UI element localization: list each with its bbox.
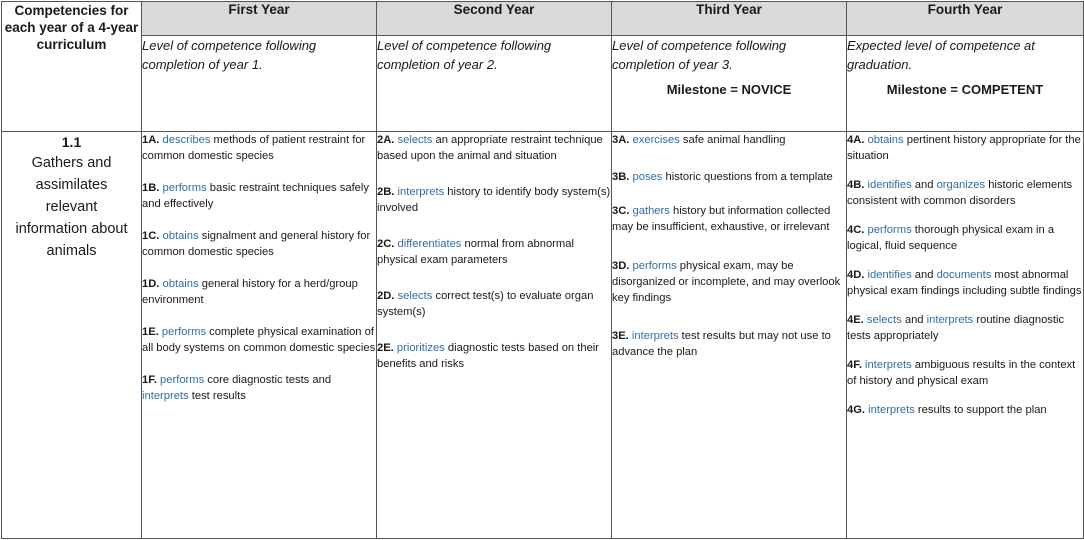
- item-verb: gathers: [632, 205, 670, 217]
- item-code: 2A.: [377, 134, 395, 146]
- item-text: normal from abnormal physical exam parameters: [377, 238, 574, 266]
- item-text: basic restraint techniques safely and effectively: [142, 182, 369, 210]
- item-verb: documents: [936, 269, 992, 281]
- item-text: and: [914, 179, 934, 191]
- item-text: methods of patient restraint for common domestic species: [142, 134, 366, 162]
- level-text: Level of competence following completion of year 1.: [142, 38, 317, 72]
- items-year-3: [612, 132, 847, 539]
- item-verb: performs: [162, 182, 207, 194]
- item-code: 1F.: [142, 374, 157, 386]
- item-verb: poses: [632, 171, 663, 183]
- item-verb: performs: [160, 374, 205, 386]
- item-text: historic questions from a template: [665, 171, 833, 183]
- item-verb: identifies: [867, 269, 912, 281]
- item-text: core diagnostic tests and: [207, 374, 332, 386]
- competency-item: [612, 132, 846, 148]
- level-row: [2, 36, 1084, 132]
- item-code: 3A.: [612, 134, 630, 146]
- item-code: 1C.: [142, 230, 160, 242]
- item-verb: obtains: [162, 278, 199, 290]
- competency-item: [142, 324, 376, 356]
- item-verb: describes: [162, 134, 211, 146]
- item-verb: interprets: [142, 390, 189, 402]
- year-title-4: Fourth Year: [847, 2, 1084, 36]
- competency-item: [612, 169, 846, 185]
- item-code: 4F.: [847, 359, 862, 371]
- item-code: 2E.: [377, 342, 394, 354]
- item-code: 4D.: [847, 269, 865, 281]
- item-text: thorough physical exam in a logical, fluid sequence: [847, 224, 1055, 252]
- item-verb: exercises: [632, 134, 680, 146]
- competency-item: [142, 180, 376, 212]
- item-verb: interprets: [631, 330, 679, 342]
- year-title-2: Second Year: [377, 2, 612, 36]
- item-text: physical exam, may be disorganized or incomplete, and may overlook key findings: [612, 260, 841, 304]
- item-text: history to identify body system(s) involved: [377, 186, 611, 214]
- item-verb: selects: [397, 134, 433, 146]
- competency-cell: [2, 132, 142, 539]
- item-code: 2B.: [377, 186, 395, 198]
- item-code: 3C.: [612, 205, 630, 217]
- year-title-3: Third Year: [612, 2, 847, 36]
- competency-item: [142, 132, 376, 164]
- level-year-2: [377, 36, 612, 132]
- items-year-2: [377, 132, 612, 539]
- competency-item: [142, 372, 376, 404]
- item-verb: interprets: [397, 186, 445, 198]
- item-text: correct test(s) to evaluate organ system(s): [377, 290, 594, 318]
- competency-item: [847, 312, 1083, 344]
- competency-item: [847, 267, 1083, 299]
- item-text: routine diagnostic tests appropriately: [847, 314, 1065, 342]
- competency-item: [377, 340, 611, 372]
- competency-name: Gathers and assimilates relevant information about animals: [15, 155, 128, 259]
- competency-item: [612, 203, 846, 235]
- competency-item: [377, 132, 611, 164]
- item-text: ambiguous results in the context of history and physical exam: [847, 359, 1076, 387]
- year-title-1: First Year: [142, 2, 377, 36]
- item-text: an appropriate restraint technique based upon the animal and situation: [377, 134, 603, 162]
- item-verb: organizes: [936, 179, 986, 191]
- item-text: and: [914, 269, 934, 281]
- level-year-1: [142, 36, 377, 132]
- item-code: 3E.: [612, 330, 629, 342]
- item-verb: selects: [397, 290, 433, 302]
- item-code: 4E.: [847, 314, 864, 326]
- item-text: historic elements consistent with common disorders: [847, 179, 1073, 207]
- item-text: most abnormal physical exam findings including subtle findings: [847, 269, 1082, 297]
- competency-item: [142, 228, 376, 260]
- item-text: general history for a herd/group environment: [142, 278, 358, 306]
- item-verb: prioritizes: [396, 342, 445, 354]
- level-year-3: [612, 36, 847, 132]
- level-text: Level of competence following completion of year 3.: [612, 38, 787, 72]
- item-text: signalment and general history for common domestic species: [142, 230, 371, 258]
- item-code: 4B.: [847, 179, 865, 191]
- competency-item: [612, 328, 846, 360]
- milestone-novice: Milestone = NOVICE: [666, 82, 792, 97]
- item-code: 3B.: [612, 171, 630, 183]
- item-verb: selects: [866, 314, 902, 326]
- item-code: 2D.: [377, 290, 395, 302]
- competency-item: [612, 258, 846, 306]
- item-text: and: [904, 314, 924, 326]
- item-text: results to support the plan: [917, 404, 1047, 416]
- item-code: 4G.: [847, 404, 866, 416]
- item-text: pertinent history appropriate for the situation: [847, 134, 1081, 162]
- competency-item: [847, 222, 1083, 254]
- level-year-4: [847, 36, 1084, 132]
- item-text: test results: [191, 390, 246, 402]
- competencies-header: Competencies for each year of a 4-year curriculum: [2, 2, 142, 132]
- competency-item: [847, 402, 1083, 418]
- item-code: 3D.: [612, 260, 630, 272]
- level-text: Level of competence following completion of year 2.: [377, 38, 552, 72]
- item-code: 1D.: [142, 278, 160, 290]
- competency-item: [377, 288, 611, 320]
- item-code: 2C.: [377, 238, 395, 250]
- item-verb: performs: [161, 326, 207, 338]
- competency-item: [847, 132, 1083, 164]
- competency-item: [377, 184, 611, 216]
- item-verb: performs: [632, 260, 677, 272]
- item-verb: obtains: [867, 134, 904, 146]
- item-text: complete physical examination of all body systems on common domestic species: [142, 326, 376, 354]
- item-verb: differentiates: [397, 238, 462, 250]
- item-text: safe animal handling: [682, 134, 786, 146]
- item-verb: obtains: [162, 230, 199, 242]
- item-verb: identifies: [867, 179, 912, 191]
- competency-row: [2, 132, 1084, 539]
- competency-number: 1.1: [61, 134, 82, 150]
- items-year-1: [142, 132, 377, 539]
- competency-item: [847, 357, 1083, 389]
- item-text: history but information collected may be insufficient, exhaustive, or irrelevant: [612, 205, 831, 233]
- competency-item: [142, 276, 376, 308]
- item-code: 4A.: [847, 134, 865, 146]
- item-text: test results but may not use to advance the plan: [612, 330, 831, 358]
- curriculum-table: [1, 1, 1084, 539]
- year-header-row: [2, 2, 1084, 36]
- competency-item: [377, 236, 611, 268]
- items-year-4: [847, 132, 1084, 539]
- item-verb: interprets: [865, 359, 912, 371]
- item-code: 4C.: [847, 224, 865, 236]
- competency-item: [847, 177, 1083, 209]
- level-text: Expected level of competence at graduation.: [847, 38, 1035, 72]
- item-text: diagnostic tests based on their benefits and risks: [377, 342, 600, 370]
- item-verb: interprets: [926, 314, 974, 326]
- milestone-competent: Milestone = COMPETENT: [886, 82, 1044, 97]
- item-verb: interprets: [868, 404, 915, 416]
- item-code: 1B.: [142, 182, 160, 194]
- item-verb: performs: [867, 224, 912, 236]
- item-code: 1E.: [142, 326, 159, 338]
- item-code: 1A.: [142, 134, 160, 146]
